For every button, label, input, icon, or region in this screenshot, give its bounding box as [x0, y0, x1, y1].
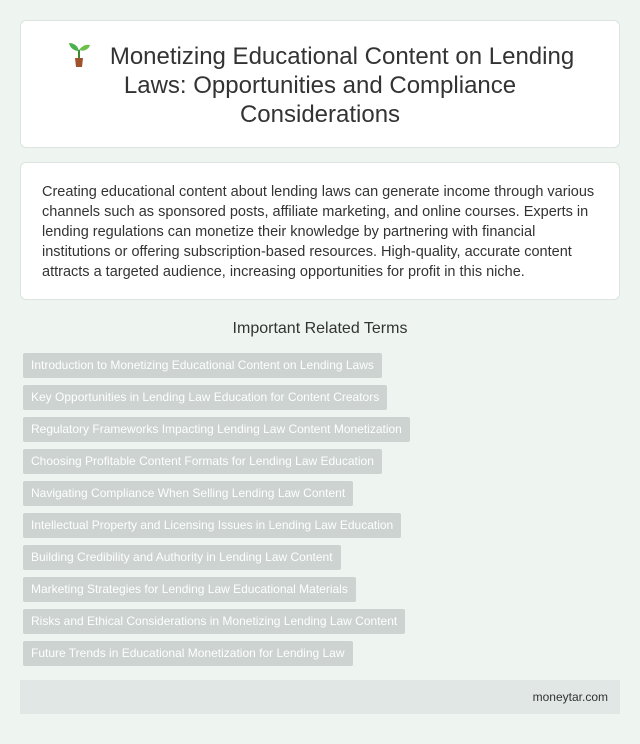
related-term-tag[interactable]: Key Opportunities in Lending Law Education for Content Creators — [23, 385, 387, 410]
related-term-tag[interactable]: Introduction to Monetizing Educational Content on Lending Laws — [23, 353, 382, 378]
footer — [20, 680, 620, 714]
related-term-tag[interactable]: Navigating Compliance When Selling Lending Law Content — [23, 481, 353, 506]
related-term-tag[interactable]: Future Trends in Educational Monetization for Lending Law — [23, 641, 353, 666]
related-term-tag[interactable]: Intellectual Property and Licensing Issues in Lending Law Education — [23, 513, 401, 538]
related-terms-list — [23, 353, 623, 673]
title-text: Monetizing Educational Content on Lending Laws: Opportunities and Compliance Considerations — [109, 42, 575, 128]
page-title — [49, 40, 591, 129]
related-terms-heading: Important Related Terms — [232, 320, 408, 337]
related-term-tag[interactable]: Marketing Strategies for Lending Law Educational Materials — [23, 577, 356, 602]
related-term-tag[interactable]: Building Credibility and Authority in Lending Law Content — [23, 545, 341, 570]
description-text: Creating educational content about lending laws can generate income through various channels such as sponsored posts, affiliate marketing, and online courses. Experts in lending regulations can monetize their knowledge by partnering with financial institutions or offering subscription-based resources. High-quality, accurate content attracts a targeted audience, increasing opportunities for profit in this niche. — [42, 184, 595, 280]
related-term-tag[interactable]: Risks and Ethical Considerations in Monetizing Lending Law Content — [23, 609, 405, 634]
sprout-icon — [66, 40, 92, 68]
related-term-tag[interactable]: Choosing Profitable Content Formats for Lending Law Education — [23, 449, 382, 474]
footer-site-link[interactable]: moneytar.com — [532, 690, 608, 704]
description-card — [20, 162, 620, 300]
title-card — [20, 20, 620, 148]
related-term-tag[interactable]: Regulatory Frameworks Impacting Lending Law Content Monetization — [23, 417, 410, 442]
